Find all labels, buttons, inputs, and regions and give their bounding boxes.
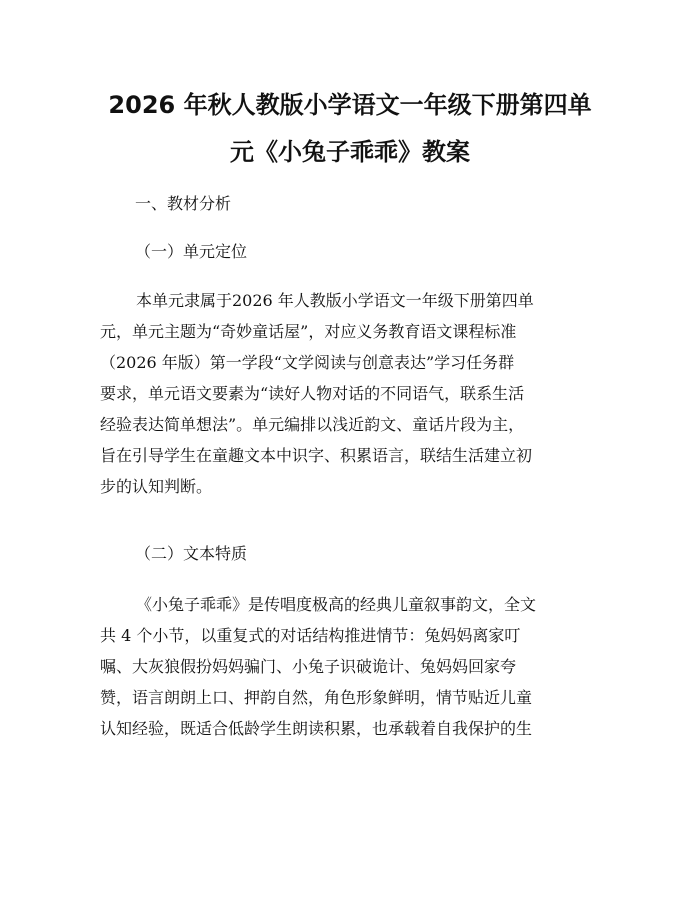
subsection-heading-unit-position: （一）单元定位: [135, 242, 248, 261]
paragraph-line: 元，单元主题为“奇妙童话屋”，对应义务教育语文课程标准: [100, 322, 517, 341]
paragraph-unit-position: [100, 285, 600, 502]
document-title-line-2: 元《小兔子乖乖》教案: [230, 138, 470, 166]
paragraph-line: （2026 年版）第一学段“文学阅读与创意表达”学习任务群: [100, 353, 515, 372]
paragraph-text-features: [100, 589, 600, 744]
paragraph-line: 步的认知判断。: [100, 477, 213, 496]
paragraph-line: 赞，语言朗朗上口、押韵自然，角色形象鲜明，情节贴近儿童: [100, 688, 533, 707]
section-heading-analysis: 一、教材分析: [135, 194, 232, 213]
subsection-heading-text-features: （二）文本特质: [135, 544, 248, 563]
paragraph-line: 嘱、大灰狼假扮妈妈骗门、小兔子识破诡计、兔妈妈回家夸: [100, 657, 517, 676]
paragraph-line: 共 4 个小节，以重复式的对话结构推进情节：兔妈妈离家叮: [100, 626, 521, 645]
paragraph-line: 经验表达简单想法”。单元编排以浅近韵文、童话片段为主，: [100, 415, 525, 434]
paragraph-line: 认知经验，既适合低龄学生朗读积累，也承载着自我保护的生: [100, 719, 533, 738]
paragraph-line: 要求，单元语文要素为“读好人物对话的不同语气，联系生活: [100, 384, 525, 403]
document-title-line-1: 2026 年秋人教版小学语文一年级下册第四单: [108, 91, 592, 119]
paragraph-line: 《小兔子乖乖》是传唱度极高的经典儿童叙事韵文，全文: [136, 595, 537, 614]
paragraph-line: 旨在引导学生在童趣文本中识字、积累语言，联结生活建立初: [100, 446, 533, 465]
paragraph-line: 本单元隶属于2026 年人教版小学语文一年级下册第四单: [136, 291, 534, 310]
